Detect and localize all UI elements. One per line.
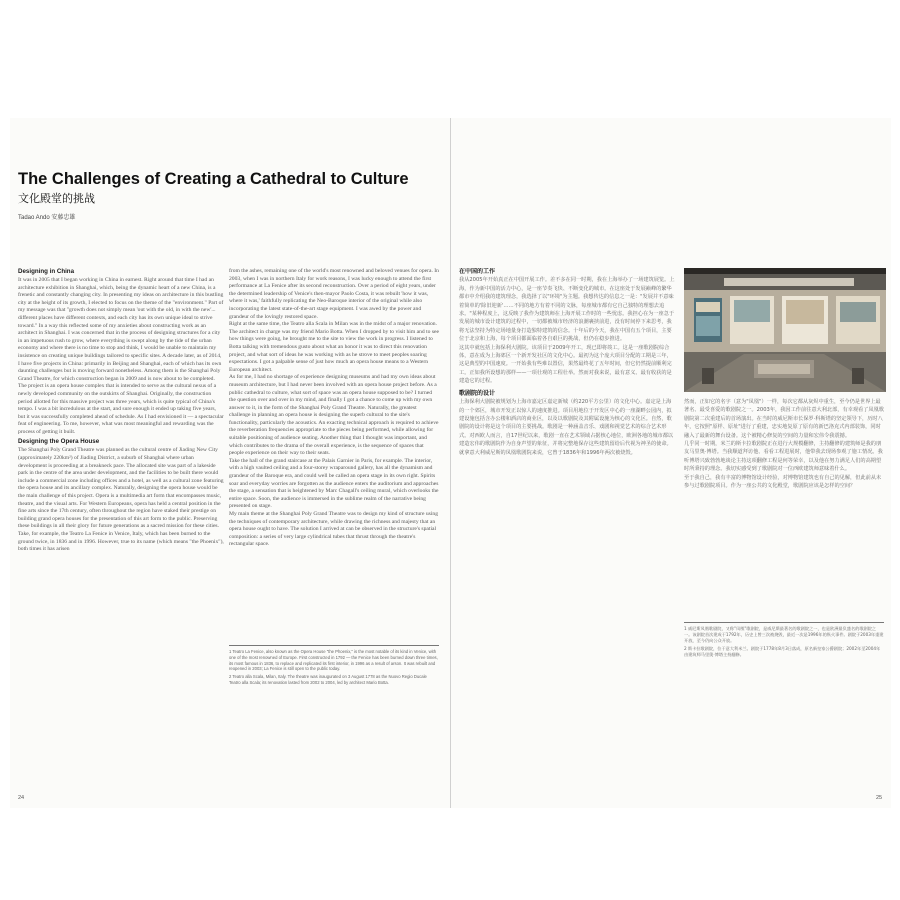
paragraph: 我从2005年开始真正在中国开展工作。差不多在同一时期，我在上海举办了一场建筑展览。上海，作为新中国的活力中心，是一座节奏飞快、不断变化的城市。在这座处于发展巅峰的繁华都市中介绍我的建筑理念，我选择了以"环境"为主题。我想传达的信息之一是："发展并不意味着简单的'除旧迎新'……不同的地方有着不同的文脉，每座城市都有它自己独特的理想去追求。"某种程度上，这反映了我作为建筑师在上海开展工作时的一些忧虑。我担心在为一座急于发展的城市设计建筑的过程中，一切都被城市经济的浪潮裹挟前进，没有时间停下来思考，我将无法坚持为特定场地量身打造独特建筑的信念。十年后的今天，我在中国有五个项目，主要位于北京和上海，每个项目都面临着各自艰巨的挑战，但仍在稳步推进。 [459,277,675,343]
section-heading: Designing the Opera House [18,438,100,446]
right-footnotes [684,622,884,660]
paragraph: 几乎同一时期，米兰的斯卡拉歌剧院正在进行大规模翻修，主持翻修的建筑师是我的朋友马里奥·博塔。当我顺道拜访他、看看工程进展时，他带我去现场参观了施工情况。我听博塔兴致勃勃地谈论主持这项翻修工程是何等荣幸，以及他在努力满足人们的高期望时所秉持的理念。我切实感受到了歌剧院对一位西欧建筑师意味着什么。 [684,441,883,473]
paragraph: My main theme at the Shanghai Poly Grand Theatre was to design my kind of structure using the techniques of contemporary architecture, while drawing the richness and majesty that an opera house ought to have. The solution I arrived at can be observed in the structure's spatial composition: a series of very large cylindrical tubes that thrust through the theatre's rectangular space. [229,511,439,548]
section-heading: 歌剧院的设计 [459,389,496,397]
paragraph: Right at the same time, the Teatro alla Scala in Milan was in the midst of a major renovation. The architect in charge was my friend Mario Botta. When I dropped by to visit him and to see how things were going, he brought me to the site to view the work in progress. I listened to Botta talking with tremendous gusto about what an honor it was to direct this renovation project, and what sort of ideas he was working with as he strove to meet peoples soaring expectations. I got a palpable sense of just how much an opera house means to a Western European architect. [229,321,439,373]
paragraph: 然而，正如它的名字（意为"凤凰"）一样，每次它都从灰烬中重生，至今仍是世界上最著名、最受喜爱的歌剧院之一。2003年，我因工作前往意大利北部，有幸观看了凤凰歌剧院第二次重建后的首场演出。在当时的威尼斯市长保罗·科斯塔的坚定领导下，历时八年，它按照"原样、原址"进行了重建，忠实地复原了原有的新巴洛克式内部装饰，同时融入了最新的舞台设备。这个被精心修复的空间的力量和宏伟令我震撼。 [684,399,884,439]
exhibition-hall-image [684,268,886,392]
paragraph: Take the hall of the grand staircase at the Palais Garnier in Paris, for example. The interior, with a high vaulted ceiling and a four-storey wraparound gallery, has all the dynamism and grandeur of the Baroque era, and could well be called an opera stage in its own right. Spirits soar and everyday worries are forgotten as the audience enters the auditorium and approaches the stage, a sensation that is heightened by Marc Chagall's ceiling mural, which overlooks the entire space. Soon, the audience is immersed in the sublime realm of the narrative being presented on stage. [229,457,439,510]
paragraph: 至于我自己，我有丰富的博物馆设计经验，对博物馆建筑也有自己的见解，但此前从未参与过歌剧院项目。作为一座公共的文化殿堂，歌剧院应该是怎样的空间？ [684,474,882,490]
page-number-right: 25 [876,795,883,801]
right-column-1 [459,268,675,608]
left-column-2 [229,268,439,646]
footnote: 1 Teatro La Fenice, also known as the Opera House "the Phoenix," is the most notable of its kind in Venice, with one of the most renowned of Europe. First constructed in 1792 — the Fenice has been burned down three times, its most famous in 1836, to replace and replicated its first interior, in 1996 as a result of arson. It was rebuilt and reopened in 2003; La Fenice is still open to the public today. [229,649,438,672]
paragraph: As for me, I had no shortage of experience designing museums and had my own ideas about museum architecture, but I had never been involved with an opera house project before. As a public cathedral to culture, what sort of space was an opera house supposed to be? I turned the question over and over in my mind, and finally I got a chance to come up with my own answer to it, in the form of the Shanghai Poly Grand Theatre. Naturally, the greatest challenge in planning an opera house is designing the superb cultural to the site's functionality, particularly the acoustics. An exacting technical approach is required to achieve the reverberation frequencies appropriate to the pieces being performed, while allowing for suitable positioning of audience seating. Another thing that I thought was important, and which contributes to the drama of the overall experience, is the sequence of spaces that people experience on their way to their seats. [229,374,439,457]
footnote: 2 斯卡拉歌剧院，位于意大利米兰。剧院于1778年8月3日落成，原名新皇家公爵剧院；2002年至2004年由建筑师马里奥·博塔主持翻修。 [684,646,881,657]
left-column-1 [18,268,224,646]
page-number-left: 24 [18,795,25,801]
paragraph: It was in 2005 that I began working in China in earnest. Right around that time I had an architecture exhibition in Shanghai, which, being the dynamic heart of a new China, is a frenetic and constantly changing city. In presenting my ideas on architecture in this bustling city at the height of its growth, I elected to focus on the theme of the "environment." Part of my message was that "growth does not simply mean 'out with the old, in with the new'... different places have different contexts, and each city has its own unique ideal to strive toward." In a way this reflected some of my anxieties about constructing work as an architect in Shanghai. I was concerned that in the process of designing structures for a city in an impetuous rush to grow, where everything is swept along by the tide of the urban economy and where there is no time to stop and think, I would be unable to maintain my insistence on creating unique buildings tailored to specific sites. A decade later, as of 2014, I have five projects in China: primarily in Beijing and Shanghai, each of which has its own daunting challenges but is moving forward nonetheless. Among them is the Shanghai Poly Grand Theatre, for which construction began in 2009 and is now about to be completed. The project is an opera house complex that is intended to serve as the cultural nexus of a newly developed community on the outskirts of Shanghai. Originally, the construction period allotted for this massive project was three years, which is quite typical of China's tempo. I was a bit incredulous at the start, and sure enough it ended up taking five years, but it was successfully completed ahead of schedule. As I had envisioned it — a spectacular feat of engineering. To me, however, what was most meaningful and rewarding was the process of getting it built. [18,277,224,435]
paragraph: The Shanghai Poly Grand Theatre was planned as the cultural centre of Jiading New City (approximately 220km²) of Jiading District, a suburb of Shanghai where urban development is proceeding at a breakneck pace. The allocated site was part of a lakeside park in the centre of the area under development, and the facilities to be built there would include a commercial zone including offices and a hotel, as well as a cultural zone featuring the opera house and its ancillary complex. Naturally, designing the opera house would be the main challenge of this project. Opera is a multimedia art form that encompasses music, theatre, and the visual arts. For Western Europeans, opera has held a central position in the fine arts since the 17th century, often throughout the region have staked their prestige on building grand opera houses for the presentation of this art form to the public. Preserving these buildings in all their glory for future generations as a sacred mission for these cities. Take, for example, the Teatro La Fenice in Venice, Italy, which has been burned to the ground twice, in 1836 and in 1996. However, true to its name (which means "the Phoenix"), both times it has arisen [18,447,224,553]
left-footnotes [229,645,439,688]
article-title-chinese: 文化殿堂的挑战 [18,192,95,205]
right-column-2 [684,398,884,608]
section-heading: Designing in China [18,268,75,275]
footnote: 1 威尼斯凤凰歌剧院，又称"凤凰"歌剧院，是威尼斯最著名的歌剧院之一，也是欧洲最负盛名的歌剧院之一。该剧院首次建成于1792年，历史上曾三次被烧毁，最近一次是1996年的纵火事件。剧院于2003年重建开放，至今仍向公众开放。 [684,626,884,643]
author-byline: Tadao Ando 安藤忠雄 [18,215,76,221]
footnote: 2 Teatro alla Scala, Milan, Italy. The theatre was inaugurated on 3 August 1778 as the Nuovo Regio Ducale Teatro alla Scala; its renovation lasted from 2002 to 2004, led by architect Mario Botta. [229,674,427,685]
paragraph: from the ashes, remaining one of the world's most renowned and beloved venues for opera. In 2003, when I was in northern Italy for work reasons, I was lucky enough to attend the first performance at La Fenice after its second reconstruction. Over a period of eight years, under the determined leadership of Venice's then-mayor Paolo Costa, it was rebuilt 'how it was, where it was,' faithfully replicating the Neo-Baroque interior of the original while also incorporating the latest state-of-the-art stage equipment. I was awed by the power and grandeur of the lovingly restored space. [229,268,439,320]
paragraph: 上海保利大剧院被规划为上海市嘉定区嘉定新城（约220平方公里）的文化中心。嘉定是上海的一个郊区，城市开发正以惊人的速度推进。项目用地位于开发区中心的一座湖畔公园内，拟建设施包括含办公楼和酒店的商业区，以及以歌剧院及其附属设施为核心的文化区。自然，歌剧院的设计将是这个项目的主要挑战。歌剧是一种涵盖音乐、戏剧和视觉艺术的综合艺术形式。对西欧人而言，自17世纪以来，歌剧一直在艺术领域占据核心地位，欧洲各地的城市都以建造宏伟的歌剧院作为自身声望的象征，并将完整地保存这些建筑留给后代视为神圣的使命。 [459,399,674,448]
paragraph: 就拿意大利威尼斯的凤凰歌剧院来说，它曾于1836年和1996年两次被烧毁。 [459,449,636,456]
section-heading: 在中国的工作 [459,268,496,275]
article-title: The Challenges of Creating a Cathedral to Culture [18,170,409,188]
exhibition-photo [684,268,886,392]
paragraph: 这其中就包括上海保利大剧院。该项目于2009年开工，现已即将竣工。这是一座歌剧院综合体，意在成为上海郊区一个新开发社区的文化中心。最初为这个庞大项目分配的工期是三年，这是典型的中国速度。一开始我有些难以置信，果然最终花了五年时间，但它仍然提前顺利完工。正如我所设想的那样——一项壮观的工程壮举。然而对我来说，最有意义、最有收获的是建造它的过程。 [459,344,672,385]
